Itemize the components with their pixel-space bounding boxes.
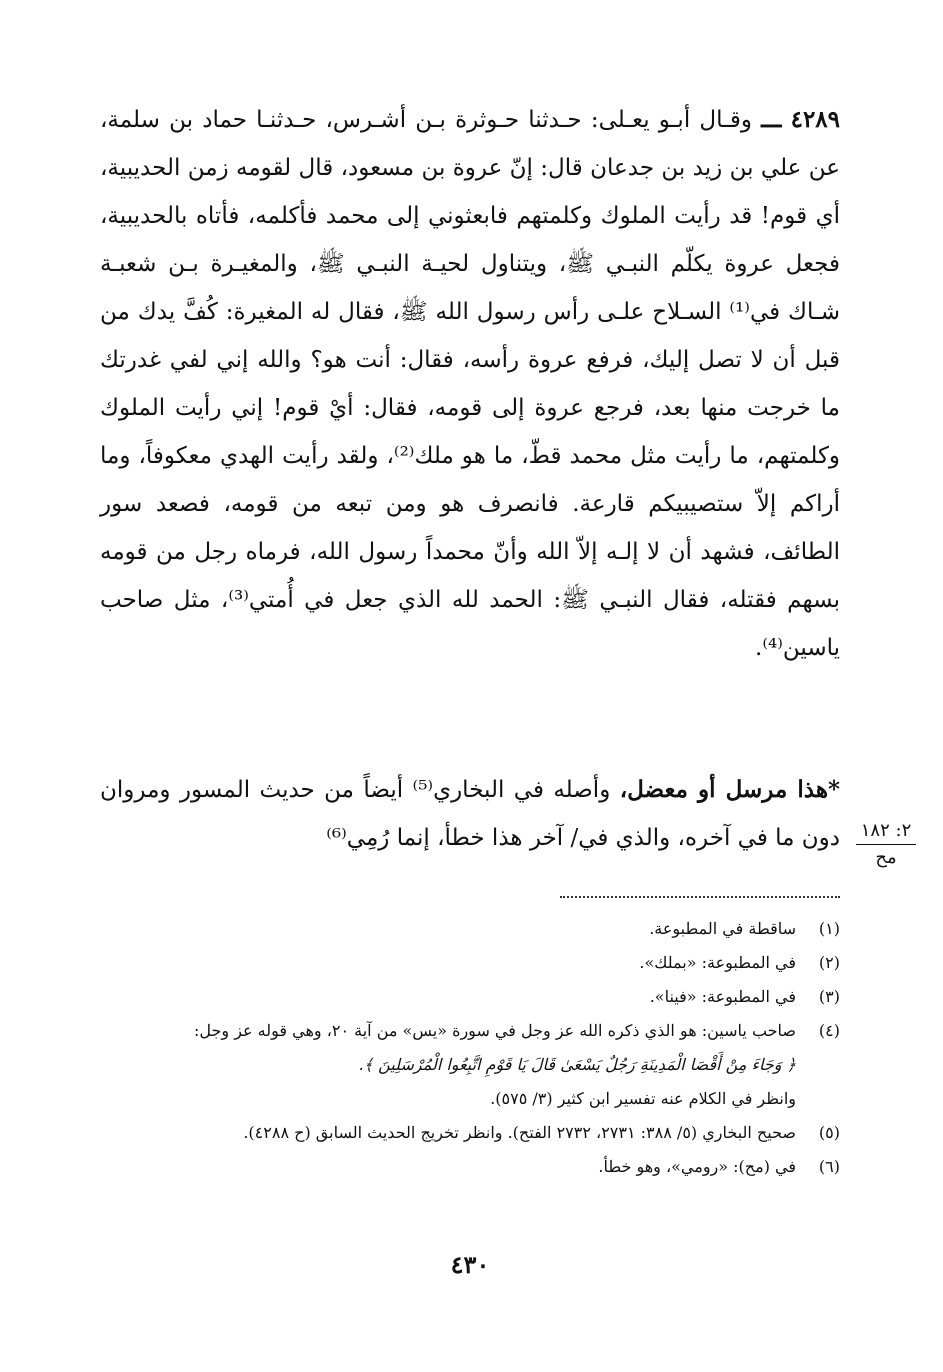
footnote-item <box>100 980 840 1014</box>
footnote-quran-verse: ﴿ وَجَاءَ مِنْ أَقْصَا الْمَدِينَةِ رَجُلٌ يَسْعَىٰ قَالَ يَا قَوْمِ اتَّبِعُوا الْمُرْسَلِينَ ﴾. <box>358 1055 796 1074</box>
verdict-paragraph <box>100 766 840 862</box>
margin-reference <box>856 820 916 869</box>
verdict-text: وأصله في البخاري⁽⁵⁾ أيضاً من حديث المسور ومروان دون ما في آخره، والذي في/ آخر هذا خطأ، إنما رُمِي⁽⁶⁾ <box>100 777 840 851</box>
footnote-body <box>100 980 796 1014</box>
footnote-body <box>100 946 796 980</box>
footnote-number: (٤) <box>818 1021 840 1040</box>
footnote-divider <box>560 896 840 898</box>
footnote-body <box>100 1116 796 1150</box>
footnote-item <box>100 946 840 980</box>
margin-reference-source: مح <box>875 847 897 868</box>
hadith-dash: ـــ <box>761 106 782 133</box>
footnote-number: (٢) <box>818 953 840 972</box>
verdict-lead: *هذا مرسل أو معضل، <box>619 776 840 803</box>
footnote-number: (١) <box>818 919 840 938</box>
footnote-line: صاحب ياسين: هو الذي ذكره الله عز وجل في سورة «يس» من آية ٢٠، وهي قوله عز وجل: <box>194 1021 796 1040</box>
footnote-number: (٥) <box>818 1123 840 1142</box>
footnote-number: (٣) <box>818 987 840 1006</box>
hadith-text: وقـال أبـو يعـلى: حـدثنا حـوثرة بـن أشـرس، حـدثنـا حماد بن سلمة، عن علي بن زيد بن جدعان قال: إنّ عروة بن مسعود، قال لقومه زمن الحديبية، أي قوم! قد رأيت الملوك وكلمتهم فابعثوني إلى محمد فأكلمه، فأتاه بالحديبية، فجعل عروة يكلّم النبـي ﷺ، ويتناول لحيـة النبـي ﷺ، والمغيـرة بـن شعبـة شـاك في⁽¹⁾ السـلاح علـى رأس رسول الله ﷺ، فقال له المغيرة: كُفَّ يدك من قبل أن لا تصل إليك، فرفع عروة رأسه، فقال: أنت هو؟ والله إني لفي غدرتك ما خرجت منها بعد، فرجع عروة إلى قومه، فقال: أيْ قوم! إني رأيت الملوك وكلمتهم، ما رأيت مثل محمد قطّ، ما هو ملك⁽²⁾، ولقد رأيت الهدي معكوفاً، وما أراكم إلاّ ستصيبيكم قارعة. فانصرف هو ومن تبعه من قومه، فصعد سور الطائف، فشهد أن لا إلـه إلاّ الله وأنّ محمداً رسول الله، فرماه رجل من قومه بسهم فقتله، فقال النبـي ﷺ: الحمد لله الذي جعل في أُمتي⁽³⁾، مثل صاحب ياسين⁽⁴⁾. <box>100 107 841 661</box>
footnote-line: في المطبوعة: «بملك». <box>639 953 796 972</box>
footnote-line: صحيح البخاري (٥/ ٣٨٨: ٢٧٣١، ٢٧٣٢ الفتح). وانظر تخريج الحديث السابق (ح ٤٢٨٨). <box>243 1123 796 1142</box>
footnote-body <box>100 912 796 946</box>
hadith-number: ٤٢٨٩ <box>790 106 841 133</box>
footnote-line: وانظر في الكلام عنه تفسير ابن كثير (٣/ ٥٧٥). <box>490 1089 796 1108</box>
footnote-line: في (مح): «رومي»، وهو خطأ. <box>598 1157 796 1176</box>
footnote-item <box>100 912 840 946</box>
footnotes-list <box>100 912 840 1184</box>
footnote-number: (٦) <box>818 1157 840 1176</box>
margin-reference-page: ٢: ١٨٢ <box>856 820 916 845</box>
footnote-item <box>100 1014 840 1116</box>
hadith-paragraph <box>100 96 840 672</box>
page-number: ٤٣٠ <box>450 1250 490 1279</box>
footnote-item <box>100 1150 840 1184</box>
footnote-line: ساقطة في المطبوعة. <box>649 919 796 938</box>
footnote-body <box>100 1014 796 1116</box>
footnote-body <box>100 1150 796 1184</box>
footnote-line: في المطبوعة: «فينا». <box>649 987 796 1006</box>
hadith-body <box>100 96 840 672</box>
footnote-item <box>100 1116 840 1150</box>
